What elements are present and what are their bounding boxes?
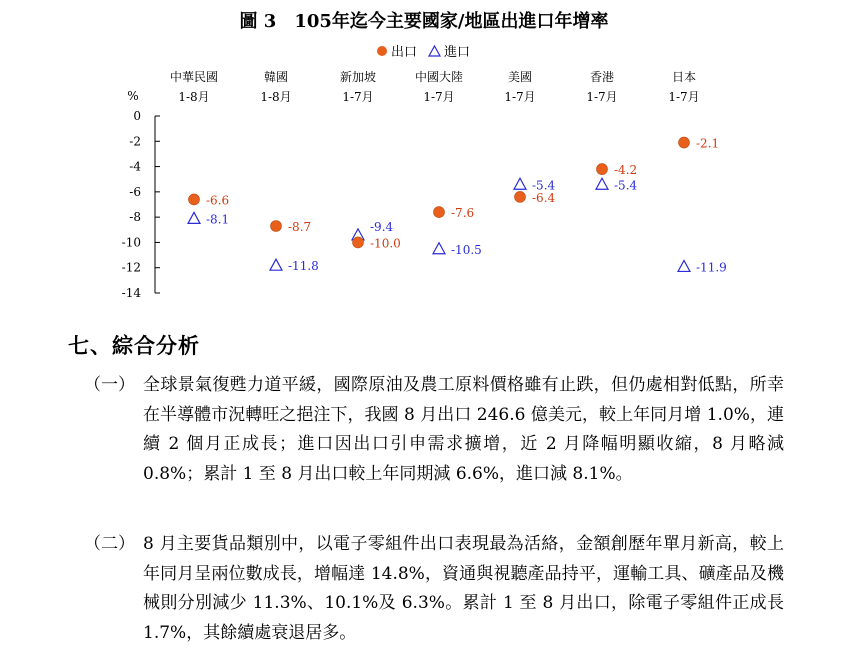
- legend: [377, 44, 470, 60]
- export-point: [271, 220, 282, 231]
- category-labels: [170, 69, 700, 104]
- category-period-label: 1-8月: [260, 90, 292, 104]
- export-point: [679, 137, 690, 148]
- paragraph-1: [84, 371, 784, 489]
- y-tick-label: -6: [129, 184, 141, 199]
- section-heading: 七、綜合分析: [68, 333, 200, 358]
- export-point: [189, 194, 200, 205]
- export-point: [597, 164, 608, 175]
- import-data-label: -10.5: [451, 242, 482, 257]
- export-data-label: -6.4: [532, 190, 556, 205]
- import-data-label: -11.8: [288, 259, 319, 274]
- export-data-label: -4.2: [614, 163, 638, 178]
- chart: [0, 0, 864, 320]
- export-point: [434, 207, 445, 218]
- category-period-label: 1-7月: [342, 90, 374, 104]
- y-tick-label: 0: [133, 109, 141, 123]
- import-data-label: -5.4: [532, 178, 556, 193]
- paragraph-text: 8 月主要貨品類別中，以電子零組件出口表現最為活絡，金額創歷年單月新高，較上年同月呈兩位數成長，增幅達 14.8%，資通與視聽產品持平，運輸工具、礦產品及機械則分別減少 11.3%、10.1%及 6.3%。累計 1 至 8 月出口，除電子零組件正成長 1.7%，其餘續處衰退居多。: [143, 534, 784, 643]
- legend-import-marker: [429, 46, 440, 56]
- import-data-label: -9.4: [370, 219, 394, 234]
- y-tick-label: -4: [129, 159, 141, 174]
- import-point: [433, 243, 445, 254]
- category-label: 新加坡: [339, 70, 377, 84]
- y-tick-label: -2: [129, 134, 141, 149]
- category-label: 日本: [671, 70, 697, 84]
- category-period-label: 1-7月: [504, 90, 536, 104]
- export-data-label: -2.1: [696, 136, 720, 151]
- import-point: [188, 212, 200, 223]
- category-label: 中華民國: [169, 70, 219, 84]
- y-tick-label: -10: [121, 235, 141, 250]
- category-label: 香港: [589, 70, 615, 84]
- import-data-label: -11.9: [696, 260, 727, 275]
- export-point: [353, 237, 364, 248]
- category-period-label: 1-7月: [668, 90, 700, 104]
- import-point: [514, 178, 526, 189]
- y-tick-label: -8: [129, 210, 141, 225]
- y-tick-label: -14: [121, 286, 141, 300]
- y-axis: [122, 109, 160, 300]
- import-point: [596, 178, 608, 189]
- import-data-label: -5.4: [614, 178, 638, 193]
- export-data-label: -8.7: [288, 219, 312, 234]
- import-data-label: -8.1: [206, 212, 230, 227]
- export-data-label: -10.0: [370, 236, 401, 251]
- export-data-label: -7.6: [451, 206, 475, 221]
- plot-marks: [188, 137, 727, 275]
- category-label: 美國: [507, 70, 533, 84]
- category-period-label: 1-7月: [586, 90, 618, 104]
- y-tick-label: -12: [121, 260, 141, 275]
- export-data-label: -6.6: [206, 193, 230, 208]
- paragraph-marker: （一）: [84, 375, 135, 395]
- legend-export-marker: [377, 46, 387, 56]
- category-label: 中國大陸: [414, 70, 464, 84]
- paragraph-marker: （二）: [84, 534, 135, 554]
- legend-import-label: 進口: [444, 45, 471, 60]
- import-point: [270, 259, 282, 270]
- paragraph-2: [84, 530, 784, 648]
- paragraph-text: 全球景氣復甦力道平緩，國際原油及農工原料價格雖有止跌，但仍處相對低點，所幸在半導體市況轉旺之挹注下，我國 8 月出口 246.6 億美元，較上年同月增 1.0%，連續 2 個月正成長；進口因出口引申需求擴增，近 2 月降幅明顯收縮，8 月略減 0.8%；累計 1 至 8 月出口較上年同期減 6.6%，進口減 8.1%。: [143, 375, 784, 484]
- figure-title: 圖 3 105年迄今主要國家/地區出進口年增率: [239, 11, 609, 32]
- category-label: 韓國: [263, 70, 289, 84]
- legend-export-label: 出口: [391, 45, 418, 60]
- category-period-label: 1-7月: [423, 90, 455, 104]
- category-period-label: 1-8月: [178, 90, 210, 104]
- y-axis-unit-label: %: [127, 89, 139, 103]
- import-point: [678, 260, 690, 271]
- export-point: [515, 191, 526, 202]
